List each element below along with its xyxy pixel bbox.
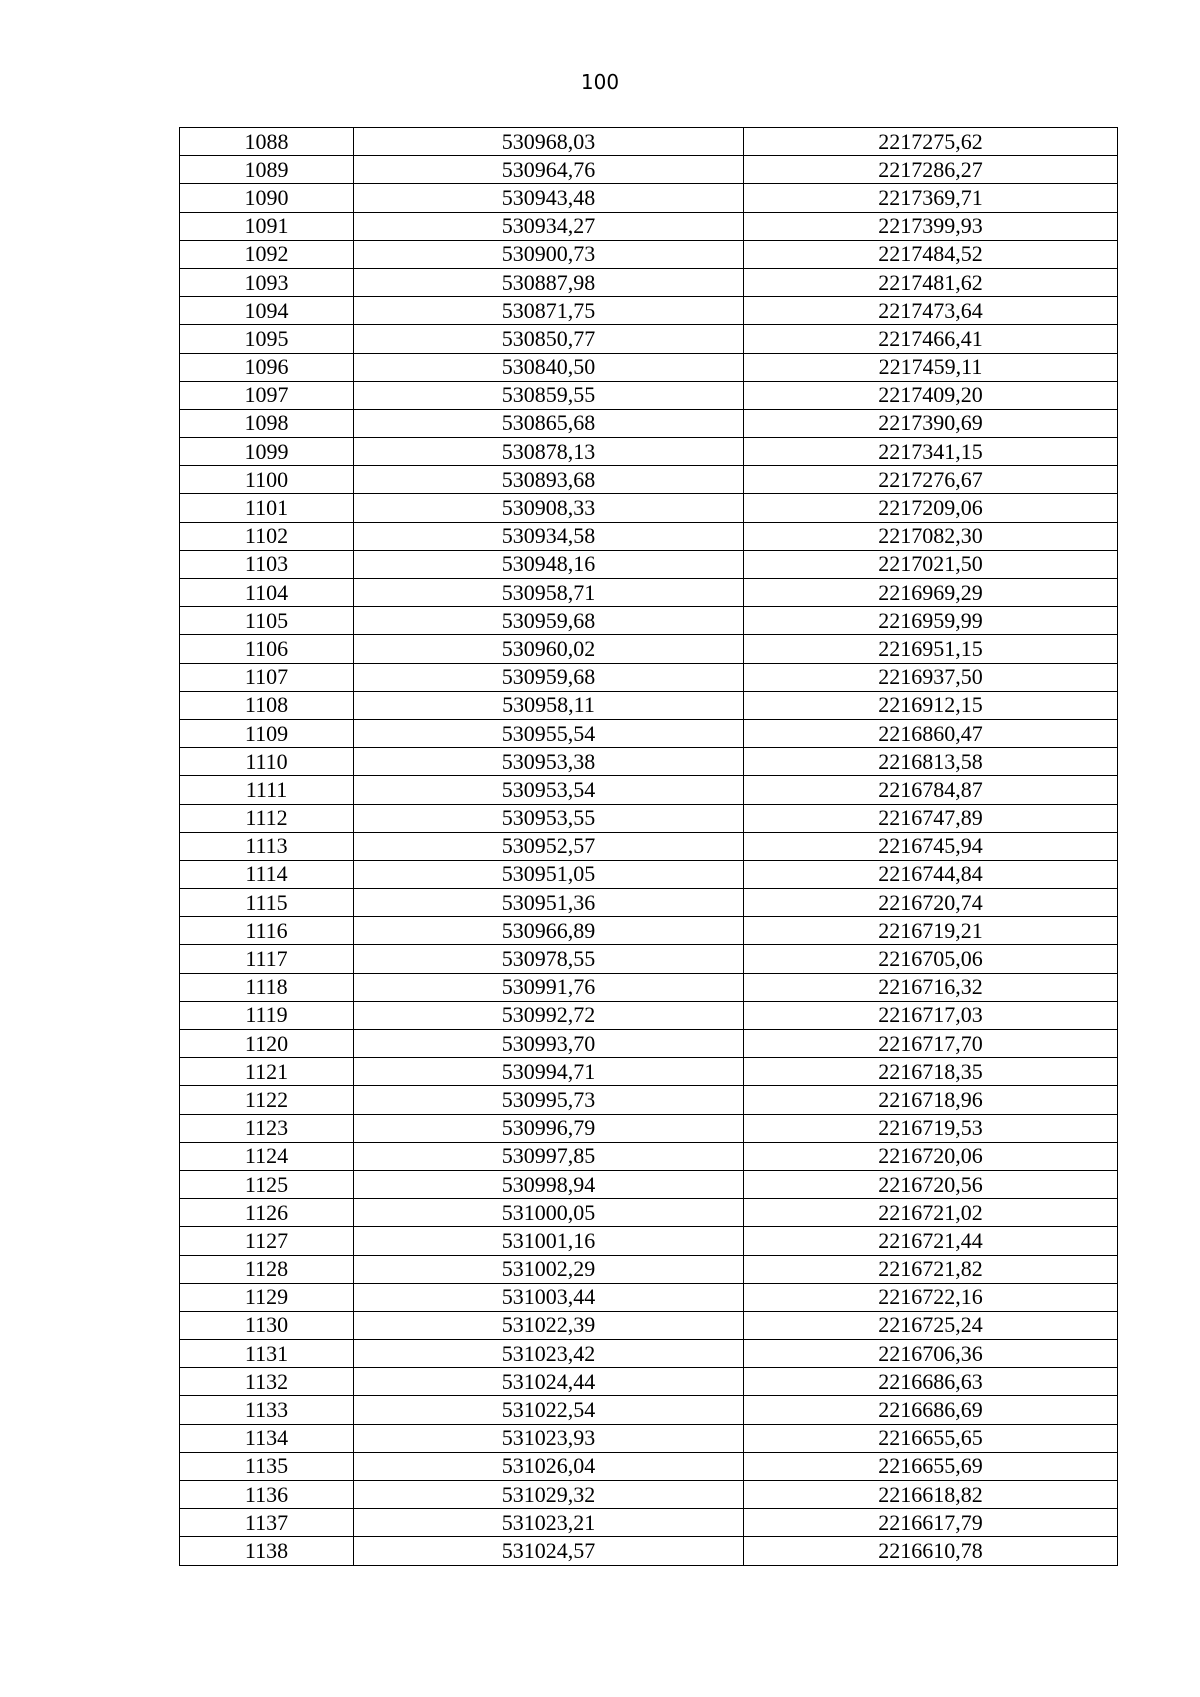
table-row [180,663,1118,691]
y-coordinate-cell: 2216860,47 [744,719,1118,747]
table-row [180,945,1118,973]
table-row [180,466,1118,494]
point-number-cell: 1114 [180,860,354,888]
x-coordinate-cell: 530850,77 [354,325,744,353]
x-coordinate-cell: 530953,38 [354,748,744,776]
table-row [180,1283,1118,1311]
point-number-cell: 1126 [180,1199,354,1227]
y-coordinate-cell: 2216959,99 [744,607,1118,635]
table-row [180,579,1118,607]
table-row [180,860,1118,888]
y-coordinate-cell: 2217459,11 [744,353,1118,381]
x-coordinate-cell: 530952,57 [354,832,744,860]
table-row [180,1227,1118,1255]
table-row [180,1001,1118,1029]
table-row [180,719,1118,747]
y-coordinate-cell: 2216720,06 [744,1142,1118,1170]
point-number-cell: 1108 [180,691,354,719]
table-row [180,832,1118,860]
y-coordinate-cell: 2216721,82 [744,1255,1118,1283]
point-number-cell: 1133 [180,1396,354,1424]
point-number-cell: 1125 [180,1170,354,1198]
point-number-cell: 1097 [180,381,354,409]
x-coordinate-cell: 530953,55 [354,804,744,832]
table-row [180,297,1118,325]
table-row [180,1396,1118,1424]
y-coordinate-cell: 2216747,89 [744,804,1118,832]
x-coordinate-cell: 530878,13 [354,438,744,466]
table-row [180,268,1118,296]
table-row [180,184,1118,212]
x-coordinate-cell: 530959,68 [354,663,744,691]
x-coordinate-cell: 530951,36 [354,889,744,917]
y-coordinate-cell: 2216720,74 [744,889,1118,917]
y-coordinate-cell: 2216969,29 [744,579,1118,607]
y-coordinate-cell: 2216617,79 [744,1509,1118,1537]
table-row [180,917,1118,945]
x-coordinate-cell: 531000,05 [354,1199,744,1227]
point-number-cell: 1122 [180,1086,354,1114]
x-coordinate-cell: 530958,71 [354,579,744,607]
x-coordinate-cell: 531024,44 [354,1368,744,1396]
table-row [180,607,1118,635]
point-number-cell: 1128 [180,1255,354,1283]
x-coordinate-cell: 530955,54 [354,719,744,747]
x-coordinate-cell: 530995,73 [354,1086,744,1114]
x-coordinate-cell: 530887,98 [354,268,744,296]
x-coordinate-cell: 530953,54 [354,776,744,804]
point-number-cell: 1131 [180,1340,354,1368]
x-coordinate-cell: 530951,05 [354,860,744,888]
point-number-cell: 1116 [180,917,354,945]
x-coordinate-cell: 530960,02 [354,635,744,663]
point-number-cell: 1132 [180,1368,354,1396]
x-coordinate-cell: 531023,21 [354,1509,744,1537]
point-number-cell: 1111 [180,776,354,804]
point-number-cell: 1104 [180,579,354,607]
point-number-cell: 1137 [180,1509,354,1537]
x-coordinate-cell: 531003,44 [354,1283,744,1311]
point-number-cell: 1134 [180,1424,354,1452]
y-coordinate-cell: 2216716,32 [744,973,1118,1001]
point-number-cell: 1094 [180,297,354,325]
point-number-cell: 1100 [180,466,354,494]
x-coordinate-cell: 530968,03 [354,128,744,156]
point-number-cell: 1095 [180,325,354,353]
table-row [180,1481,1118,1509]
point-number-cell: 1089 [180,156,354,184]
y-coordinate-cell: 2216705,06 [744,945,1118,973]
x-coordinate-cell: 530840,50 [354,353,744,381]
x-coordinate-cell: 530966,89 [354,917,744,945]
table-row [180,1368,1118,1396]
point-number-cell: 1096 [180,353,354,381]
x-coordinate-cell: 531022,39 [354,1311,744,1339]
x-coordinate-cell: 530978,55 [354,945,744,973]
y-coordinate-cell: 2216721,44 [744,1227,1118,1255]
table-row [180,1537,1118,1565]
point-number-cell: 1130 [180,1311,354,1339]
y-coordinate-cell: 2217369,71 [744,184,1118,212]
y-coordinate-cell: 2216686,69 [744,1396,1118,1424]
x-coordinate-cell: 530900,73 [354,240,744,268]
point-number-cell: 1093 [180,268,354,296]
table-row [180,550,1118,578]
table-row [180,1311,1118,1339]
x-coordinate-cell: 530991,76 [354,973,744,1001]
y-coordinate-cell: 2216951,15 [744,635,1118,663]
point-number-cell: 1120 [180,1030,354,1058]
point-number-cell: 1098 [180,409,354,437]
y-coordinate-cell: 2216655,65 [744,1424,1118,1452]
y-coordinate-cell: 2216813,58 [744,748,1118,776]
y-coordinate-cell: 2216618,82 [744,1481,1118,1509]
y-coordinate-cell: 2217275,62 [744,128,1118,156]
page-number: 100 [580,70,620,94]
point-number-cell: 1123 [180,1114,354,1142]
table-row [180,1340,1118,1368]
x-coordinate-cell: 530943,48 [354,184,744,212]
y-coordinate-cell: 2216784,87 [744,776,1118,804]
point-number-cell: 1119 [180,1001,354,1029]
y-coordinate-cell: 2217341,15 [744,438,1118,466]
table-row [180,1424,1118,1452]
table-row [180,1452,1118,1480]
x-coordinate-cell: 531024,57 [354,1537,744,1565]
point-number-cell: 1107 [180,663,354,691]
coordinates-table-body [180,128,1118,1566]
table-row [180,1086,1118,1114]
table-row [180,776,1118,804]
y-coordinate-cell: 2216717,70 [744,1030,1118,1058]
point-number-cell: 1113 [180,832,354,860]
x-coordinate-cell: 530996,79 [354,1114,744,1142]
point-number-cell: 1110 [180,748,354,776]
point-number-cell: 1109 [180,719,354,747]
x-coordinate-cell: 530908,33 [354,494,744,522]
x-coordinate-cell: 530934,58 [354,522,744,550]
x-coordinate-cell: 530948,16 [354,550,744,578]
point-number-cell: 1121 [180,1058,354,1086]
x-coordinate-cell: 530859,55 [354,381,744,409]
point-number-cell: 1102 [180,522,354,550]
x-coordinate-cell: 530934,27 [354,212,744,240]
x-coordinate-cell: 531026,04 [354,1452,744,1480]
y-coordinate-cell: 2217466,41 [744,325,1118,353]
x-coordinate-cell: 531029,32 [354,1481,744,1509]
table-row [180,635,1118,663]
point-number-cell: 1138 [180,1537,354,1565]
table-row [180,1170,1118,1198]
y-coordinate-cell: 2216912,15 [744,691,1118,719]
x-coordinate-cell: 530871,75 [354,297,744,325]
y-coordinate-cell: 2217390,69 [744,409,1118,437]
x-coordinate-cell: 530994,71 [354,1058,744,1086]
point-number-cell: 1099 [180,438,354,466]
y-coordinate-cell: 2216719,21 [744,917,1118,945]
y-coordinate-cell: 2217021,50 [744,550,1118,578]
point-number-cell: 1118 [180,973,354,1001]
x-coordinate-cell: 530997,85 [354,1142,744,1170]
point-number-cell: 1090 [180,184,354,212]
y-coordinate-cell: 2217082,30 [744,522,1118,550]
y-coordinate-cell: 2217276,67 [744,466,1118,494]
y-coordinate-cell: 2217209,06 [744,494,1118,522]
y-coordinate-cell: 2216722,16 [744,1283,1118,1311]
table-row [180,353,1118,381]
x-coordinate-cell: 531023,93 [354,1424,744,1452]
table-row [180,522,1118,550]
point-number-cell: 1136 [180,1481,354,1509]
table-row [180,973,1118,1001]
x-coordinate-cell: 530893,68 [354,466,744,494]
x-coordinate-cell: 531002,29 [354,1255,744,1283]
y-coordinate-cell: 2216706,36 [744,1340,1118,1368]
x-coordinate-cell: 530992,72 [354,1001,744,1029]
table-row [180,381,1118,409]
x-coordinate-cell: 531023,42 [354,1340,744,1368]
point-number-cell: 1091 [180,212,354,240]
x-coordinate-cell: 530865,68 [354,409,744,437]
table-row [180,156,1118,184]
table-row [180,1142,1118,1170]
point-number-cell: 1101 [180,494,354,522]
y-coordinate-cell: 2216686,63 [744,1368,1118,1396]
table-row [180,691,1118,719]
point-number-cell: 1124 [180,1142,354,1170]
y-coordinate-cell: 2216717,03 [744,1001,1118,1029]
y-coordinate-cell: 2216744,84 [744,860,1118,888]
x-coordinate-cell: 530959,68 [354,607,744,635]
point-number-cell: 1117 [180,945,354,973]
point-number-cell: 1127 [180,1227,354,1255]
x-coordinate-cell: 530993,70 [354,1030,744,1058]
table-row [180,240,1118,268]
y-coordinate-cell: 2216745,94 [744,832,1118,860]
table-row [180,1199,1118,1227]
table-row [180,1255,1118,1283]
table-row [180,804,1118,832]
x-coordinate-cell: 530958,11 [354,691,744,719]
y-coordinate-cell: 2217473,64 [744,297,1118,325]
y-coordinate-cell: 2216718,96 [744,1086,1118,1114]
table-row [180,438,1118,466]
coordinates-table [179,127,1118,1566]
y-coordinate-cell: 2216725,24 [744,1311,1118,1339]
y-coordinate-cell: 2216937,50 [744,663,1118,691]
y-coordinate-cell: 2217409,20 [744,381,1118,409]
table-row [180,212,1118,240]
y-coordinate-cell: 2217484,52 [744,240,1118,268]
y-coordinate-cell: 2216721,02 [744,1199,1118,1227]
y-coordinate-cell: 2217286,27 [744,156,1118,184]
y-coordinate-cell: 2217399,93 [744,212,1118,240]
y-coordinate-cell: 2217481,62 [744,268,1118,296]
point-number-cell: 1088 [180,128,354,156]
point-number-cell: 1115 [180,889,354,917]
table-row [180,1509,1118,1537]
point-number-cell: 1129 [180,1283,354,1311]
table-row [180,1058,1118,1086]
table-row [180,325,1118,353]
y-coordinate-cell: 2216718,35 [744,1058,1118,1086]
x-coordinate-cell: 531001,16 [354,1227,744,1255]
table-row [180,889,1118,917]
y-coordinate-cell: 2216610,78 [744,1537,1118,1565]
x-coordinate-cell: 531022,54 [354,1396,744,1424]
x-coordinate-cell: 530998,94 [354,1170,744,1198]
point-number-cell: 1106 [180,635,354,663]
y-coordinate-cell: 2216720,56 [744,1170,1118,1198]
point-number-cell: 1105 [180,607,354,635]
table-row [180,1030,1118,1058]
table-row [180,494,1118,522]
x-coordinate-cell: 530964,76 [354,156,744,184]
point-number-cell: 1103 [180,550,354,578]
point-number-cell: 1092 [180,240,354,268]
table-row [180,1114,1118,1142]
point-number-cell: 1112 [180,804,354,832]
table-row [180,128,1118,156]
table-row [180,748,1118,776]
y-coordinate-cell: 2216719,53 [744,1114,1118,1142]
table-row [180,409,1118,437]
y-coordinate-cell: 2216655,69 [744,1452,1118,1480]
point-number-cell: 1135 [180,1452,354,1480]
